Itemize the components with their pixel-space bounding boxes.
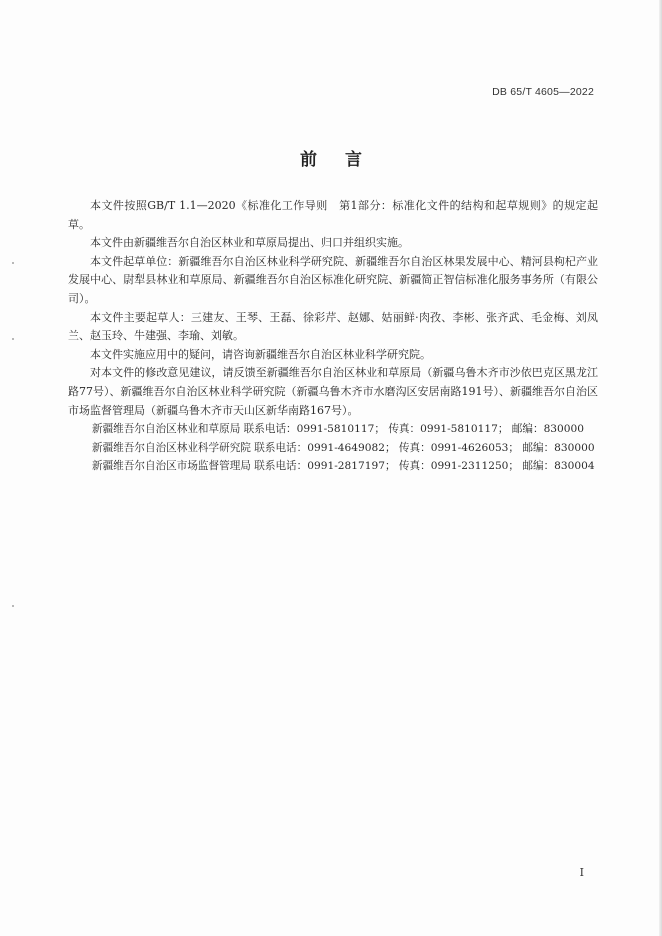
paragraph-drafters: 本文件主要起草人：三建友、王琴、王磊、徐彩芹、赵娜、姑丽鲜·肉孜、李彬、张齐武、毛金梅、刘凤兰、赵玉玲、牛建强、李瑜、刘敏。 [68,310,598,343]
paragraph-drafting-basis: 本文件按照GB/T 1.1—2020《标准化工作导则 第1部分：标准化文件的结构和起草规则》的规定起草。 [68,199,598,231]
page-title: 前言 [300,150,390,170]
page-number: I [579,866,584,879]
contact-line-forestry-academy: 新疆维吾尔自治区林业科学研究院 联系电话：0991-4649082； 传真：0991-4626053； 邮编：830000 [92,441,595,454]
document-code: DB 65/T 4605—2022 [492,86,594,98]
paragraph-drafting-units: 本文件起草单位：新疆维吾尔自治区林业科学研究院、新疆维吾尔自治区林果发展中心、精河县枸杞产业发展中心、尉犁县林业和草原局、新疆维吾尔自治区标准化研究院、新疆简正智信标准化服务事务所（有限公司）。 [68,254,598,305]
scan-mark [12,338,14,340]
contact-line-market-regulation: 新疆维吾尔自治区市场监督管理局 联系电话：0991-2817197； 传真：0991-2311250； 邮编：830004 [92,460,595,473]
paragraph-inquiry: 本文件实施应用中的疑问，请咨询新疆维吾尔自治区林业科学研究院。 [90,347,431,361]
contact-line-forestry-bureau: 新疆维吾尔自治区林业和草原局 联系电话：0991-5810117； 传真：0991-5810117； 邮编：830000 [92,423,585,436]
foreword-body [68,197,598,476]
paragraph-proposer: 本文件由新疆维吾尔自治区林业和草原局提出、归口并组织实施。 [90,236,409,250]
scan-mark [12,605,14,607]
paragraph-feedback: 对本文件的修改意见建议，请反馈至新疆维吾尔自治区林业和草原局（新疆乌鲁木齐市沙依巴克区黑龙江路77号）、新疆维吾尔自治区林业科学研究院（新疆乌鲁木齐市水磨沟区安居南路191号）、新疆维吾尔自治区市场监督管理局（新疆乌鲁木齐市天山区新华南路167号）。 [68,366,598,417]
scan-mark [12,262,14,264]
